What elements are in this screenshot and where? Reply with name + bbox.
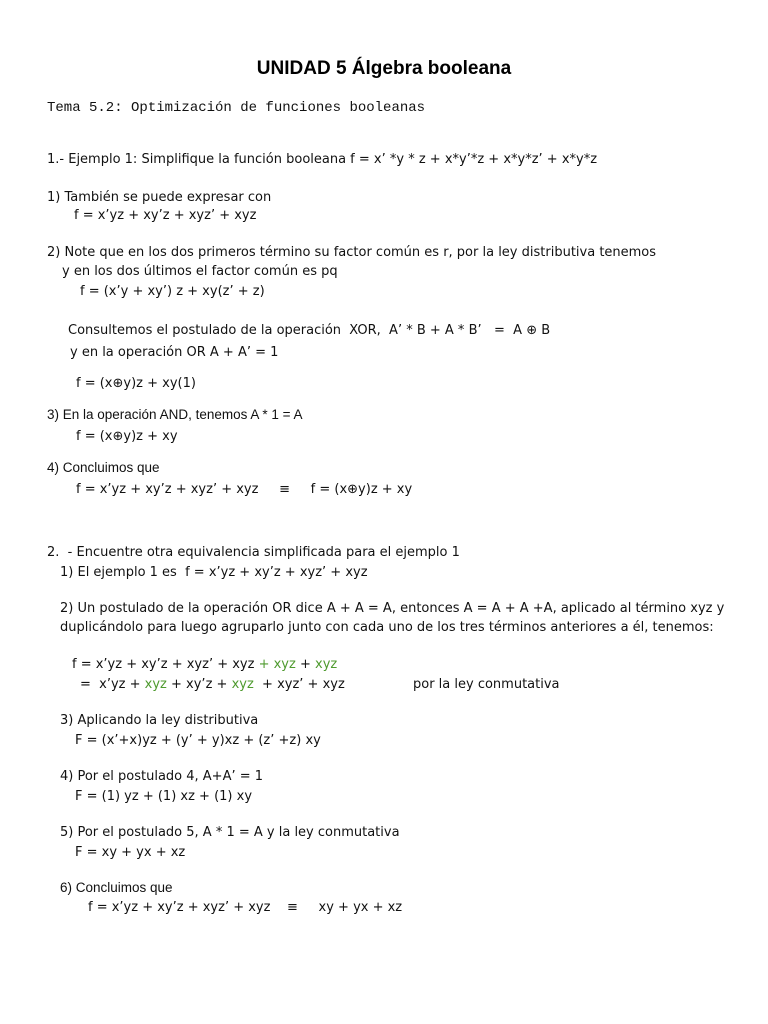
example1-xor-postulate: Consultemos el postulado de la operación XOR, A’ * B + A * B’ = A ⊕ B [68,323,551,338]
example1-step2-line1: 2) Note que en los dos primeros término su factor común es r, por la ley distributiva tenemos [47,245,657,260]
highlighted-term: xyz [310,657,338,672]
example1-step4-equation: f = x’yz + xy’z + xyz’ + xyz ≡ f = (x⊕y)z + xy [76,482,413,497]
highlighted-plus: + [258,657,270,672]
example2-step2-line2: duplicándolo para luego agruparlo junto con cada uno de los tres términos anteriores a él, tenemos: [60,620,714,635]
example2-step5-equation: F = xy + yx + xz [75,845,186,860]
plus-sign: + [299,657,311,672]
equation-part: + xyz’ + xyz [253,677,345,692]
example2-step1: 1) El ejemplo 1 es f = x’yz + xy’z + xyz’ + xyz [60,565,368,580]
highlighted-term: xyz [269,657,300,672]
example2-step5-label: 5) Por el postulado 5, A * 1 = A y la ley conmutativa [60,825,400,840]
equation-part: f = x’yz + xy’z + xyz’ + xyz [72,657,259,672]
example1-step2-line2: y en los dos últimos el factor común es pq [62,264,338,279]
example2-step6-label: 6) Concluimos que [60,880,173,895]
topic-heading: Tema 5.2: Optimización de funciones booleanas [47,100,426,116]
example1-step3-label: 3) En la operación AND, tenemos A * 1 = A [47,407,303,422]
example2-step4-label: 4) Por el postulado 4, A+A’ = 1 [60,769,264,784]
example1-step4-label: 4) Concluimos que [47,460,160,475]
page-title: UNIDAD 5 Álgebra booleana [256,58,512,79]
example1-xor-equation: f = (x⊕y)z + xy(1) [76,376,196,391]
commutative-law-note: por la ley conmutativa [413,677,560,692]
example1-step1-equation: f = x’yz + xy’z + xyz’ + xyz [74,208,257,223]
example2-step4-equation: F = (1) yz + (1) xz + (1) xy [75,789,253,804]
example2-duplicated-equation [72,657,337,673]
example2-heading: 2. - Encuentre otra equivalencia simplificada para el ejemplo 1 [47,545,460,560]
highlighted-term: xyz [144,677,167,692]
highlighted-term: xyz [231,677,254,692]
example2-regrouped-equation [80,677,345,693]
example2-step3-label: 3) Aplicando la ley distributiva [60,713,259,728]
example1-or-postulate: y en la operación OR A + A’ = 1 [70,345,279,360]
equation-part: = x’yz + [80,677,145,692]
example1-heading: 1.- Ejemplo 1: Simplifique la función booleana f = x’ *y * z + x*y’*z + x*y*z’ + x*y*z [47,152,598,167]
equation-part: + xy’z + [166,677,232,692]
example2-step6-equation: f = x’yz + xy’z + xyz’ + xyz ≡ xy + yx + xz [88,900,403,915]
example1-step1-label: 1) También se puede expresar con [47,190,272,205]
example2-step2-line1: 2) Un postulado de la operación OR dice A + A = A, entonces A = A + A +A, aplicado al término xyz y [60,601,725,616]
example2-step3-equation: F = (x’+x)yz + (y’ + y)xz + (z’ +z) xy [75,733,321,748]
example1-step2-equation: f = (x’y + xy’) z + xy(z’ + z) [80,284,265,299]
example1-step3-equation: f = (x⊕y)z + xy [76,429,178,444]
